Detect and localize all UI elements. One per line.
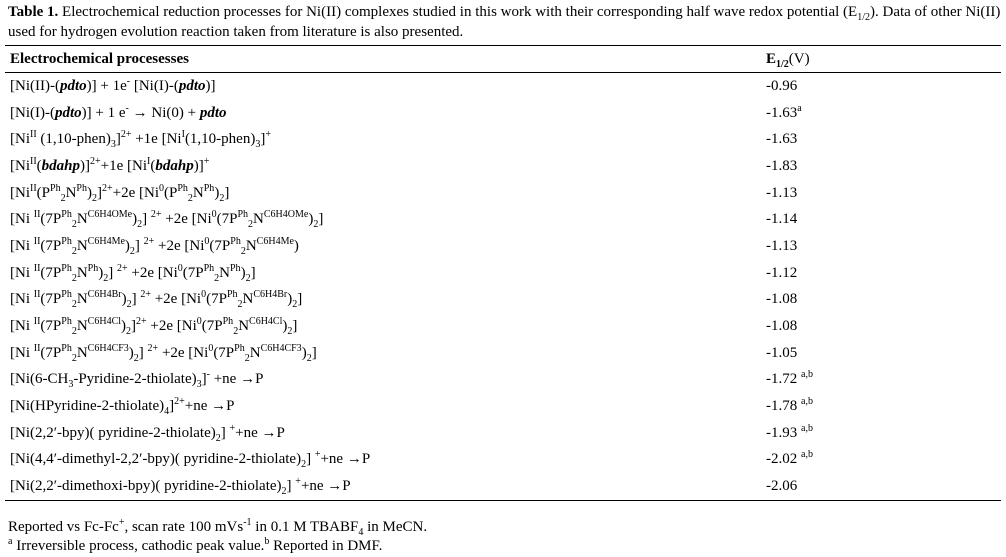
process-cell: $[Ni^{II}(P^{Ph}_2N^{Ph})_2]^{2+}+2e$ $[Ni^0(P^{Ph}_2N^{Ph})_2]$ [10,182,230,204]
table-caption: Table 1. Electrochemical reduction processes for Ni(II) complexes studied in this work with their corresponding half wave redox potential $(E_{1/2})$. Data of other Ni(II) used for hydrogen evolution reaction taken from literature is also presented. [8,4,1001,40]
table-row [5,287,1001,314]
process-cell: [Ni(4,4′-dimethyl-2,2′-bpy)( pyridine-$2-thiolate)_2$] ++ne →P [10,449,371,471]
process-cell: [Ni(I)-(pdto)] + 1 e- → Ni(0) + pdto [10,102,227,121]
header-process: Electrochemical procesesses [5,46,758,73]
table-row [5,420,1001,447]
process-cell: [Ni $^{II}(7P^{Ph}_2N^{C6H4Me})_2$] $^{2+}$ +2e [$Ni^0(7P^{Ph}_2N^{C6H4Me})$ [10,235,299,257]
value-cell: -1.13 [766,184,798,201]
value-cell: -2.02 $^{a,b}$ [766,449,813,468]
value-cell: -1.08 [766,291,798,308]
value-cell: -1.83 [766,157,798,174]
process-cell: $[Ni(6-CH_3-Pyridine-2-thiolate)_3]^- +ne \to P$ [10,369,264,391]
process-cell: [Ni $^{II}(7P^{Ph}_2N^{C6H4Br})_2$] $^{2+}$ +2e $[Ni^0(7P^{Ph}_2N^{C6H4Br})_2]$ [10,289,303,311]
table-row [5,340,1001,367]
value-cell: -1.14 [766,211,798,228]
process-cell: [Ni(2,2′-dimethoxi-bpy)( pyridine-$2-thiolate)_2$] ++ne →P [5,473,758,500]
table-row [5,447,1001,474]
table-footnotes [8,518,427,556]
value-cell: -2.06 [758,473,1001,500]
table-row [5,73,1001,100]
process-cell: $[Ni^{II}(bdahp)]^{2+}+1e$ $[Ni^I(bdahp)]^+$ [10,155,210,174]
table-row [5,153,1001,180]
caption-text: Electrochemical reduction processes for Ni(II) complexes studied in this work with their corresponding half wave redox potential (E [58,4,858,20]
process-cell: [Ni $^{II}(7P^{Ph}_2N^{C6H4Cl})_2]^{2+} +2e$ $[Ni^0(7P^{Ph}_2N^{C6H4Cl})_2]$ [10,316,298,338]
caption-label: Table 1. [8,4,59,20]
value-cell: -1.08 [766,318,798,335]
table-row [5,313,1001,340]
process-cell: [Ni $^{II}(7P^{Ph}_2N^{Ph})_2$] $^{2+}$ +2e $[Ni^0(7P^{Ph}_2N^{Ph})_2]$ [10,262,256,284]
value-cell: -1.12 [766,264,798,281]
table-row [5,100,1001,127]
value-cell: -0.96 [766,77,798,94]
process-cell: [$Ni^{II}$ $(1,10-phen)_3]^{2+} +1e$ $[Ni^I(1,10-phen)_3]^+$ [10,129,271,151]
value-cell: -1.63 [766,131,798,148]
electrochemical-table [5,45,1001,501]
process-cell: [Ni $^{II}(7P^{Ph}_2N^{C6H4OMe})_2$] $^{2+}$ +2e $[Ni^0(7P^{Ph}_2N^{C6H4OMe})_2]$ [10,209,324,231]
table-row [5,233,1001,260]
table-row [5,367,1001,394]
table-row [5,206,1001,233]
table-row [5,260,1001,287]
table-row [5,473,1001,500]
table-row [5,126,1001,153]
value-cell: -1.93 $^{a,b}$ [766,422,813,441]
footnote-line-1: Reported vs Fc-Fc+, scan rate 100 mVs$^{-1}$ in 0.1 M $TBABF_4$ in MeCN. [8,517,428,538]
process-cell: [Ni(II)-(pdto)] + 1e- [Ni(I)-(pdto)] [10,75,216,94]
process-cell: $[Ni(HPyridine-2-thiolate)_4]^{2+}+ne \to P$ [10,396,235,418]
table-row [5,180,1001,207]
table-row [5,393,1001,420]
process-cell: [Ni $^{II}(7P^{Ph}_2N^{C6H4CF3})_2$] $^{2+}$ +2e $[Ni^0(7P^{Ph}_2N^{C6H4CF3})_2]$ [10,342,317,364]
header-row [5,46,1001,73]
value-cell: -1.13 [766,237,798,254]
value-cell: -1.63$^a$ [766,102,802,121]
header-e-half: $E_{1/2}(V)$ [758,46,1001,73]
process-cell: [Ni(2,2′-bpy)( pyridine-$2-thiolate)_2$] ++ne →P [10,422,285,444]
value-cell: -1.78 $^{a,b}$ [766,396,813,415]
footnote-line-2: $^a$ Irreversible process, cathodic peak value.$^b$ Reported in DMF. [8,536,383,554]
value-cell: -1.72 $^{a,b}$ [766,369,813,388]
value-cell: -1.05 [766,344,798,361]
